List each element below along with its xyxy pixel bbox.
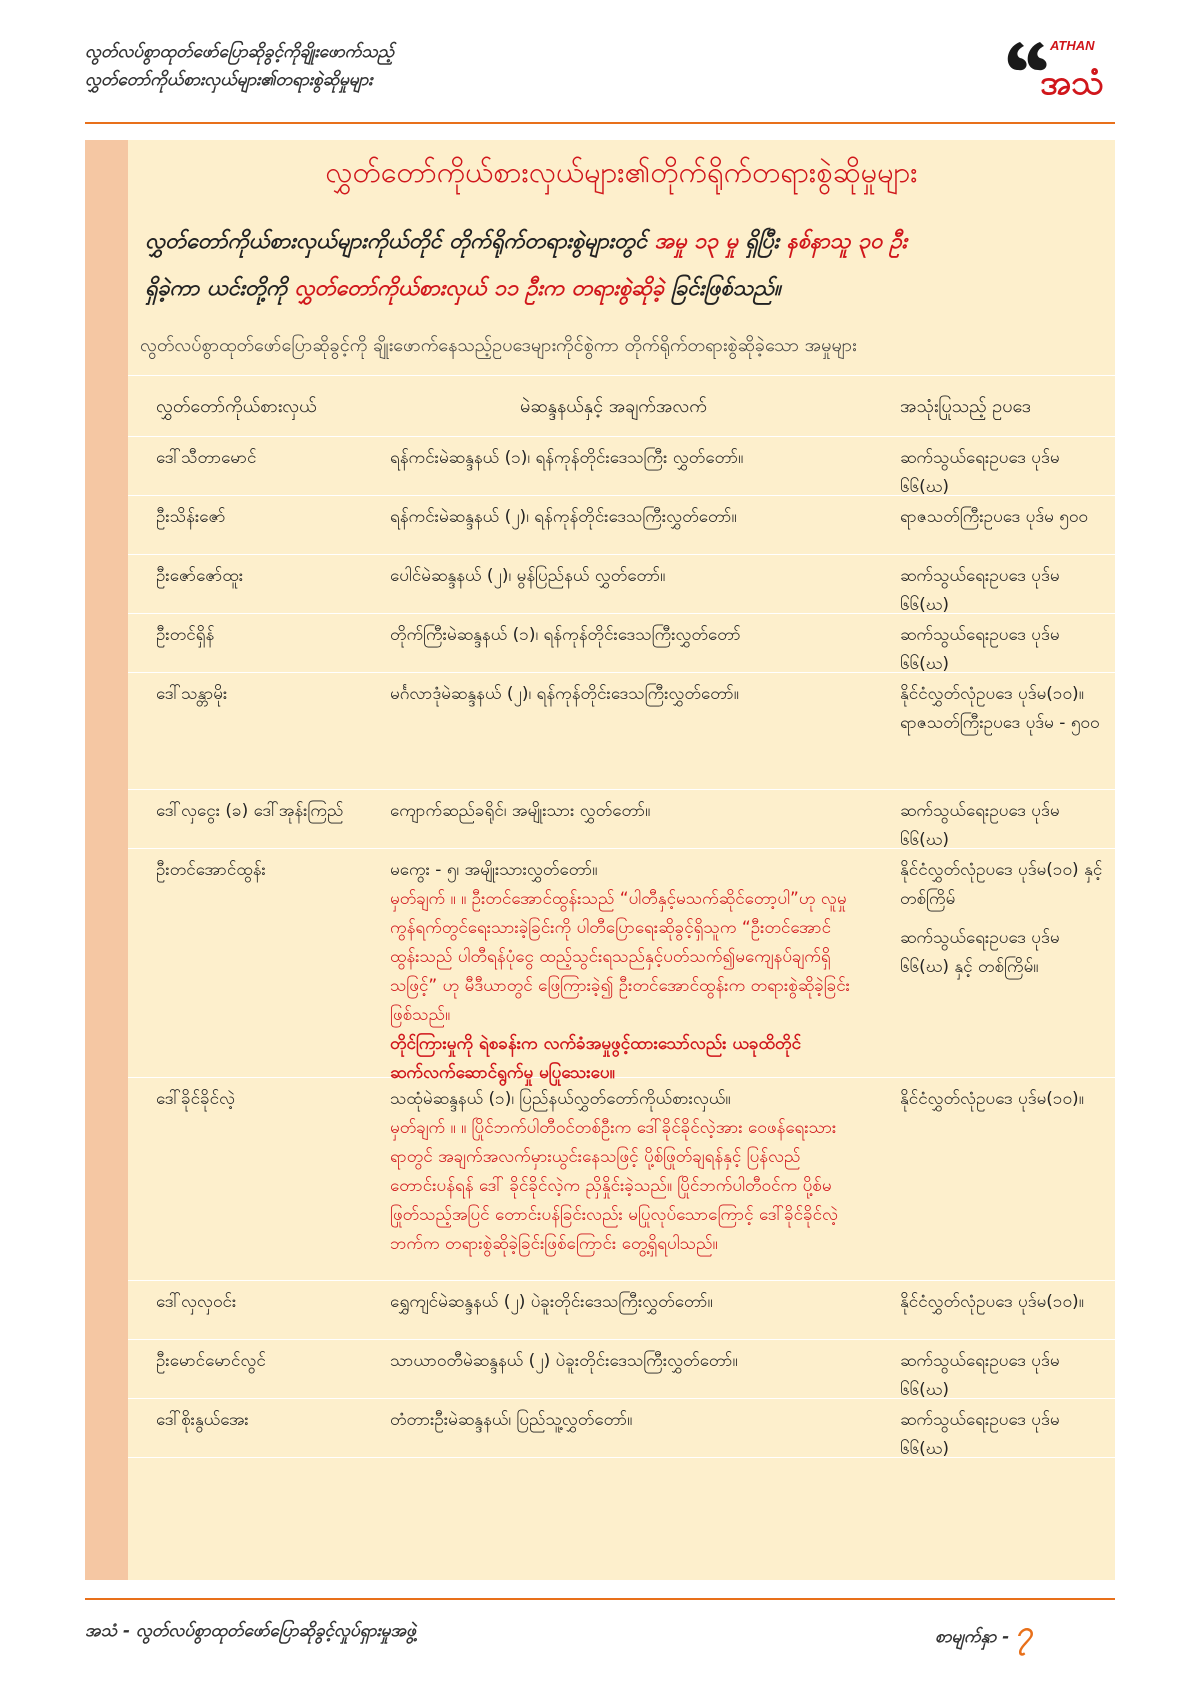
constituency-info: ကျောက်ဆည်ခရိုင်၊ အမျိုးသား လွှတ်တော်။: [390, 801, 651, 821]
logo-word: ATHAN: [1050, 38, 1095, 53]
intro-paragraph: [145, 218, 1105, 312]
table-row: [128, 790, 1115, 849]
constituency-info: [390, 856, 860, 1088]
law-used: ဆက်သွယ်ရေးဥပဒေ ပုဒ်မ ၆၆(ဃ): [900, 801, 1060, 850]
header-mp: လွှတ်တော်ကိုယ်စားလှယ်: [156, 396, 317, 417]
table-row: [128, 437, 1115, 496]
page-number-block: [935, 1612, 1032, 1657]
table-row: [128, 614, 1115, 673]
mp-name: ဦးမောင်မောင်လွင်: [156, 1351, 266, 1371]
constituency-info: ရန်ကင်းမဲဆန္ဒနယ် (၂)၊ ရန်ကုန်တိုင်းဒေသကြီးလွှတ်တော်။: [390, 507, 737, 527]
law-used: ဆက်သွယ်ရေးဥပဒေ ပုဒ်မ ၆၆(ဃ): [900, 1410, 1060, 1459]
page-number: ၇: [1015, 1615, 1033, 1650]
page-header: [85, 38, 985, 94]
constituency-info: ပေါင်မဲဆန္ဒနယ် (၂)၊ မွန်ပြည်နယ် လွှတ်တော်။: [390, 566, 666, 586]
content-panel: [85, 140, 1115, 1580]
law-used: နိုင်ငံလွှတ်လုံဥပဒေ ပုဒ်မ(၁၀)။ ရာဇသတ်ကြီးဥပဒေ ပုဒ်မ - ၅၀၀: [900, 684, 1100, 733]
table-row: [128, 555, 1115, 614]
intro-case-count: အမှု ၁၃ မှု: [654, 229, 738, 254]
law-used-1: နိုင်ငံလွှတ်လုံဥပဒေ ပုဒ်မ(၁၀) နှင့်တစ်ကြိမ်: [900, 860, 1103, 909]
table-row: [128, 673, 1115, 790]
constituency-info: တိုက်ကြီးမဲဆန္ဒနယ် (၁)၊ ရန်ကုန်တိုင်းဒေသကြီးလွှတ်တော်: [390, 625, 741, 645]
mp-name: ဒေါ်လှလှဝင်း: [156, 1292, 237, 1312]
footer-organization: အသံ - လွတ်လပ်စွာထုတ်ဖော်ပြောဆိုခွင့်လှုပ်ရှားမှုအဖွဲ့: [85, 1621, 416, 1641]
constituency-info: ရွှေကျင်မဲဆန္ဒနယ် (၂) ပဲခူးတိုင်းဒေသကြီးလွှတ်တော်။: [390, 1292, 713, 1312]
mp-name: ဦးသိန်းဇော်: [156, 507, 226, 527]
constituency-text: သထုံမဲဆန္ဒနယ် (၁)၊ ပြည်နယ်လွှတ်တော်ကိုယ်စားလှယ်။: [390, 1089, 731, 1109]
law-used: ဆက်သွယ်ရေးဥပဒေ ပုဒ်မ ၆၆(ဃ): [900, 566, 1060, 615]
mp-name: ဒေါ်လှငွေး (ခ) ဒေါ်အုန်းကြည်: [156, 801, 344, 821]
intro-text-4: ခြင်းဖြစ်သည်။: [664, 276, 781, 301]
constituency-info: ရန်ကင်းမဲဆန္ဒနယ် (၁)၊ ရန်ကုန်တိုင်းဒေသကြီး လွှတ်တော်။: [390, 448, 744, 468]
header-line-1: လွတ်လပ်စွာထုတ်ဖော်ပြောဆိုခွင့်ကိုချိုးဖောက်သည့်: [85, 42, 395, 62]
panel-stripe: [85, 140, 128, 1580]
table-header: [128, 375, 1115, 437]
logo-script: အသံ: [1040, 63, 1105, 103]
mp-name: ဦးတင်ရှိန်: [156, 625, 215, 645]
athan-logo: [1000, 22, 1120, 112]
header-divider: [85, 122, 1115, 124]
law-used: ဆက်သွယ်ရေးဥပဒေ ပုဒ်မ ၆၆(ဃ): [900, 625, 1060, 674]
law-used: ဆက်သွယ်ရေးဥပဒေ ပုဒ်မ ၆၆(ဃ): [900, 448, 1060, 497]
intro-text-3: ရှိခဲ့ကာ ယင်းတို့ကို: [145, 276, 295, 301]
intro-text-1: လွှတ်တော်ကိုယ်စားလှယ်များကိုယ်တိုင် တိုက်ရိုက်တရားစွဲများတွင်: [145, 229, 655, 254]
law-used: [900, 856, 1105, 982]
intro-victim-count: နစ်နာသူ ၃၀ ဦး: [786, 229, 908, 254]
mp-name: ဦးတင်အောင်ထွန်း: [156, 860, 266, 880]
law-used: ရာဇသတ်ကြီးဥပဒေ ပုဒ်မ ၅၀၀: [900, 507, 1088, 527]
constituency-info: မင်္ဂလာဒုံမဲဆန္ဒနယ် (၂)၊ ရန်ကုန်တိုင်းဒေသကြီးလွှတ်တော်။: [390, 684, 739, 704]
mp-name: ဒေါ်သန္တာမိုး: [156, 684, 228, 704]
table-row: [128, 1078, 1115, 1281]
page-label: စာမျက်နှာ -: [935, 1627, 1010, 1647]
section-title: လွှတ်တော်ကိုယ်စားလှယ်များ၏တိုက်ရိုက်တရားစွဲဆိုမှုများ: [325, 155, 918, 189]
law-used: နိုင်ငံလွှတ်လုံဥပဒေ ပုဒ်မ(၁၀)။: [900, 1089, 1084, 1109]
constituency-info: [390, 1085, 860, 1259]
header-constituency: မဲဆန္ဒနယ်နှင့် အချက်အလက်: [520, 396, 707, 417]
table-row: [128, 1340, 1115, 1399]
law-used: ဆက်သွယ်ရေးဥပဒေ ပုဒ်မ ၆၆(ဃ): [900, 1351, 1060, 1400]
constituency-info: တံတားဦးမဲဆန္ဒနယ်၊ ပြည်သူ့လွှတ်တော်။: [390, 1410, 633, 1430]
mp-name: ဦးဇော်ဇော်ထူး: [156, 566, 244, 586]
constituency-text: မကွေး - ၅၊ အမျိုးသားလွှတ်တော်။: [390, 860, 598, 880]
law-used-2: ဆက်သွယ်ရေးဥပဒေ ပုဒ်မ ၆၆(ဃ) နှင့် တစ်ကြိမ်။: [900, 928, 1060, 977]
table-row: [128, 496, 1115, 555]
mp-name: ဒေါ်ခိုင်ခိုင်လဲ့: [156, 1089, 236, 1109]
intro-mp-count: လွှတ်တော်ကိုယ်စားလှယ် ၁၁ ဦးက တရားစွဲဆိုခဲ့: [294, 276, 664, 301]
table-row: [128, 1281, 1115, 1340]
footer-divider: [85, 1598, 1115, 1600]
logo-quote-icon: [1000, 22, 1120, 112]
mp-name: ဒေါ်စိုးနွယ်အေး: [156, 1410, 249, 1430]
intro-text-2: ရှိပြီး: [737, 229, 787, 254]
cases-table: [128, 375, 1115, 1458]
mp-name: ဒေါ်သီတာမောင်: [156, 448, 257, 468]
law-used: နိုင်ငံလွှတ်လုံဥပဒေ ပုဒ်မ(၁၀)။: [900, 1292, 1084, 1312]
header-line-2: လွှတ်တော်ကိုယ်စားလှယ်များ၏တရားစွဲဆိုမှုများ: [85, 70, 373, 90]
remark-text: မှတ်ချက် ။ ။ ပြိုင်ဘက်ပါတီဝင်တစ်ဦးက ဒေါ်ခိုင်ခိုင်လဲ့အား ဝေဖန်ရေးသားရာတွင် အချက်အလက်မှားယွင်းနေသဖြင့် ပို့စ်ဖြုတ်ချရန်နှင့် ပြန်လည်တောင်းပန်ရန် ဒေါ် ခိုင်ခိုင်လဲ့က ညှိနှိုင်းခဲ့သည်။ ပြိုင်ဘက်ပါတီဝင်က ပို့စ်မဖြုတ်သည့်အပြင် တောင်းပန်ခြင်းလည်း မပြုလုပ်သောကြောင့် ဒေါ်ခိုင်ခိုင်လဲ့ဘက်က တရားစွဲဆိုခဲ့ခြင်းဖြစ်ကြောင်း တွေ့ရှိရပါသည်။: [390, 1118, 839, 1254]
remark-bold-text: တိုင်ကြားမှုကို ရဲစခန်းက လက်ခံအမှုဖွင့်ထားသော်လည်း ယခုထိတိုင် ဆက်လက်ဆောင်ရွက်မှု မပြုသေးပေ။: [390, 1034, 802, 1083]
table-row: [128, 1399, 1115, 1458]
constituency-info: သာယာဝတီမဲဆန္ဒနယ် (၂) ပဲခူးတိုင်းဒေသကြီးလွှတ်တော်။: [390, 1351, 738, 1371]
table-caption: လွတ်လပ်စွာထုတ်ဖော်ပြောဆိုခွင့်ကို ချိုးဖောက်နေသည့်ဥပဒေများကိုင်စွဲကာ တိုက်ရိုက်တရားစွဲဆိုခဲ့သော အမှုများ: [140, 335, 857, 356]
table-row: [128, 849, 1115, 1083]
remark-text: မှတ်ချက် ။ ။ ဦးတင်အောင်ထွန်းသည် “ပါတီနှင့်မသက်ဆိုင်တော့ပါ”ဟု လူမှုကွန်ရက်တွင်ရေးသားခဲ့ခြင်းကို ပါတီပြောရေးဆိုခွင့်ရှိသူက “ဦးတင်အောင်ထွန်းသည် ပါတီရန်ပုံငွေ ထည့်သွင်းရသည်နှင့်ပတ်သက်၍မကျေနပ်ချက်ရှိသဖြင့်” ဟု မီဒီယာတွင် ဖြေကြားခဲ့၍ ဦးတင်အောင်ထွန်းက တရားစွဲဆိုခဲ့ခြင်း ဖြစ်သည်။: [390, 889, 850, 1025]
header-law: အသုံးပြုသည့် ဥပဒေ: [900, 396, 1032, 417]
